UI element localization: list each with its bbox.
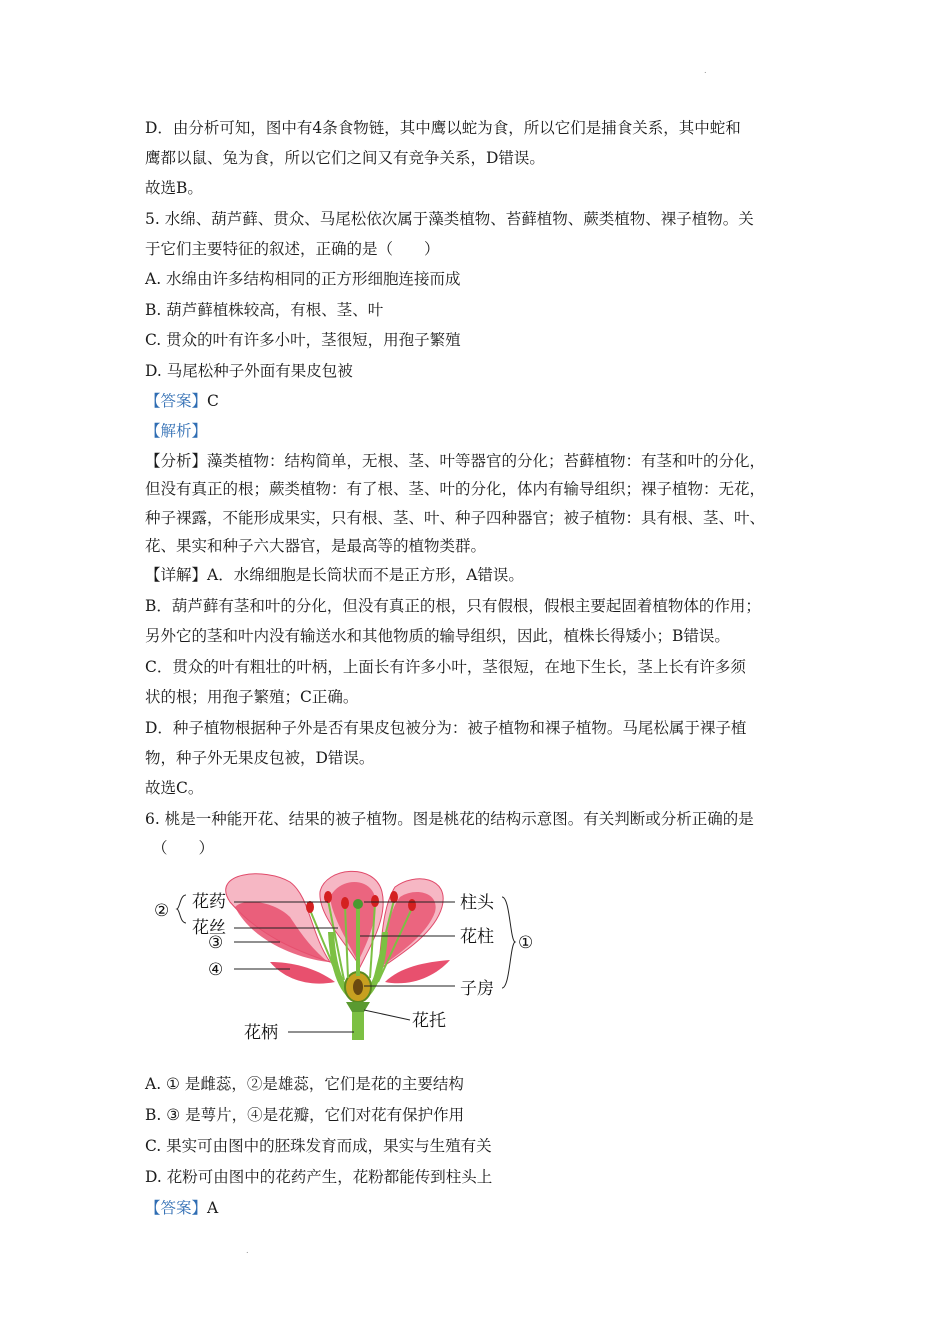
label-filament: 花丝 — [192, 918, 226, 938]
peach-flower-diagram — [150, 862, 550, 1052]
answer-value: A — [207, 1199, 219, 1217]
option-d: D. 花粉可由图中的花药产生，花粉都能传到柱头上 — [145, 1168, 493, 1186]
label-stigma: 柱头 — [460, 893, 494, 913]
detail-line — [145, 565, 524, 585]
text-line: 种子裸露，不能形成果实，只有根、茎、叶、种子四种器官；被子植物：具有根、茎、叶、 — [145, 509, 766, 527]
question-6-blank: （ ） — [152, 839, 215, 857]
analysis-tag: 【解析】 — [145, 422, 208, 440]
footer-dot: . — [246, 1246, 249, 1255]
text-line: 花、果实和种子六大器官，是最高等的植物类群。 — [145, 537, 487, 555]
text-line: 鹰都以鼠、兔为食，所以它们之间又有竞争关系，D错误。 — [145, 149, 545, 167]
label-sepal-number: ④ — [208, 960, 224, 980]
header-dot: . — [704, 66, 707, 75]
label-ovary: 子房 — [460, 979, 494, 999]
option-c: C. 贯众的叶有许多小叶，茎很短，用孢子繁殖 — [145, 331, 461, 349]
text-line: 物，种子外无果皮包被，D错误。 — [145, 749, 375, 767]
xiangjie-tag: 【详解】 — [145, 566, 208, 584]
text-line: C．贯众的叶有粗壮的叶柄，上面长有许多小叶，茎很短，在地下生长，茎上长有许多须 — [145, 658, 746, 676]
option-b: B. 葫芦藓植株较高，有根、茎、叶 — [145, 301, 384, 319]
text-line: 另外它的茎和叶内没有输送水和其他物质的输导组织，因此，植株长得矮小；B错误。 — [145, 627, 730, 645]
text-line: D．种子植物根据种子外是否有果皮包被分为：被子植物和裸子植物。马尾松属于裸子植 — [145, 719, 747, 737]
fenxi-text: 藻类植物：结构简单，无根、茎、叶等器官的分化；苔藓植物：有茎和叶的分化， — [207, 452, 766, 470]
fenxi-tag: 【分析】 — [145, 452, 208, 470]
option-a: A. ① 是雌蕊，②是雄蕊，它们是花的主要结构 — [145, 1075, 464, 1093]
text-line: 状的根；用孢子繁殖；C正确。 — [145, 688, 359, 706]
option-d: D. 马尾松种子外面有果皮包被 — [145, 362, 353, 380]
option-b: B. ③ 是萼片，④是花瓣，它们对花有保护作用 — [145, 1106, 465, 1124]
label-pedicel: 花柄 — [244, 1023, 278, 1043]
answer-line — [145, 391, 219, 411]
text-line: B．葫芦藓有茎和叶的分化，但没有真正的根，只有假根，假根主要起固着植物体的作用； — [145, 597, 761, 615]
option-c: C. 果实可由图中的胚珠发育而成，果实与生殖有关 — [145, 1137, 492, 1155]
text-line: 故选B。 — [145, 179, 203, 197]
question-5-stem: 5. 水绵、葫芦藓、贯众、马尾松依次属于藻类植物、苔藓植物、蕨类植物、裸子植物。关 — [145, 210, 754, 228]
question-6-stem: 6. 桃是一种能开花、结果的被子植物。图是桃花的结构示意图。有关判断或分析正确的是 — [145, 810, 754, 828]
answer-tag: 【答案】 — [145, 1199, 208, 1217]
question-5-stem: 于它们主要特征的叙述，正确的是（ ） — [145, 240, 440, 258]
answer-value: C — [207, 392, 219, 410]
label-pistil-number: ① — [518, 933, 534, 953]
label-anther: 花药 — [192, 892, 226, 912]
analysis-line — [145, 451, 765, 471]
text-line: 故选C。 — [145, 779, 204, 797]
xiangjie-text: A．水绵细胞是长筒状而不是正方形，A错误。 — [207, 566, 524, 584]
text-line: D．由分析可知，图中有4条食物链，其中鹰以蛇为食，所以它们是捕食关系，其中蛇和 — [145, 119, 741, 137]
label-stamen-number: ② — [154, 901, 170, 921]
answer-tag: 【答案】 — [145, 392, 208, 410]
label-receptacle: 花托 — [412, 1011, 446, 1031]
option-a: A. 水绵由许多结构相同的正方形细胞连接而成 — [145, 270, 461, 288]
label-petal-number: ③ — [208, 933, 224, 953]
label-style: 花柱 — [460, 927, 494, 947]
answer-line — [145, 1198, 218, 1218]
text-line: 但没有真正的根；蕨类植物：有了根、茎、叶的分化，体内有输导组织；裸子植物：无花， — [145, 480, 766, 498]
